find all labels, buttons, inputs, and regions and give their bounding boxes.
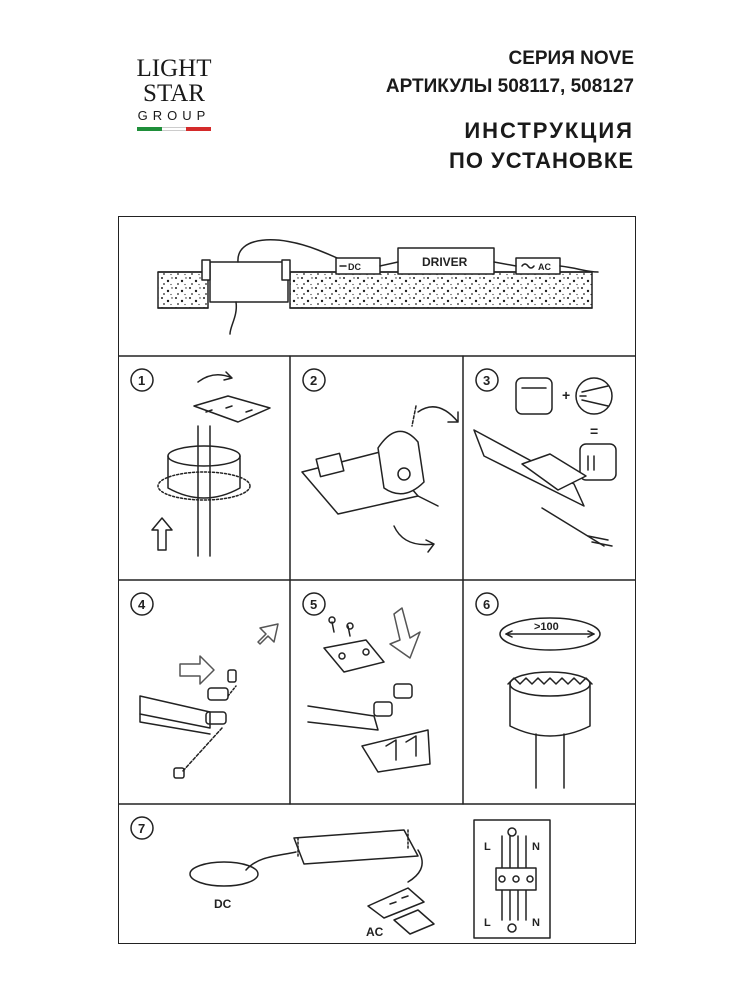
step-1-number: 1 <box>138 373 146 388</box>
step-6-number: 6 <box>483 597 491 612</box>
neutral-label-top: N <box>532 841 540 853</box>
ceiling-overview <box>158 240 598 334</box>
logo-line-light: LIGHT <box>136 55 212 82</box>
live-label-top: L <box>484 841 491 853</box>
step-5-illustration <box>308 608 430 772</box>
lightstar-logo <box>134 56 214 131</box>
installation-diagram <box>118 216 636 944</box>
step-6-illustration <box>500 618 600 788</box>
panel-grid <box>118 356 636 804</box>
step-7-number: 7 <box>138 821 146 836</box>
step-4-number: 4 <box>138 597 146 612</box>
dc-label-top: DC <box>348 262 361 272</box>
step-2-number: 2 <box>310 373 318 388</box>
article-numbers: АРТИКУЛЫ 508117, 508127 <box>385 76 634 97</box>
neutral-label-bottom: N <box>532 917 540 929</box>
ac-label-top: AC <box>538 262 551 272</box>
step-badges <box>131 369 498 839</box>
step-3-illustration <box>474 378 616 546</box>
instruction-title: ИНСТРУКЦИЯ <box>464 118 634 143</box>
driver-label: DRIVER <box>422 255 468 269</box>
step-1-illustration <box>152 372 270 556</box>
plus-sign: + <box>562 387 571 403</box>
instruction-subtitle: ПО УСТАНОВКЕ <box>449 148 634 173</box>
step-3-number: 3 <box>483 373 491 388</box>
equals-sign: = <box>590 423 599 439</box>
step-7-illustration <box>190 820 550 939</box>
series-title: СЕРИЯ NOVE <box>508 48 634 69</box>
step-5-number: 5 <box>310 597 318 612</box>
step-2-illustration <box>302 406 458 552</box>
step-4-illustration <box>140 624 278 778</box>
italian-flag-icon <box>137 127 211 131</box>
ac-label-wiring: AC <box>366 925 384 939</box>
dc-label-wiring: DC <box>214 897 232 911</box>
live-label-bottom: L <box>484 917 491 929</box>
min-hole-label: >100 <box>534 621 559 633</box>
logo-line-group: GROUP <box>137 108 211 123</box>
logo-line-star: STAR <box>143 80 205 107</box>
